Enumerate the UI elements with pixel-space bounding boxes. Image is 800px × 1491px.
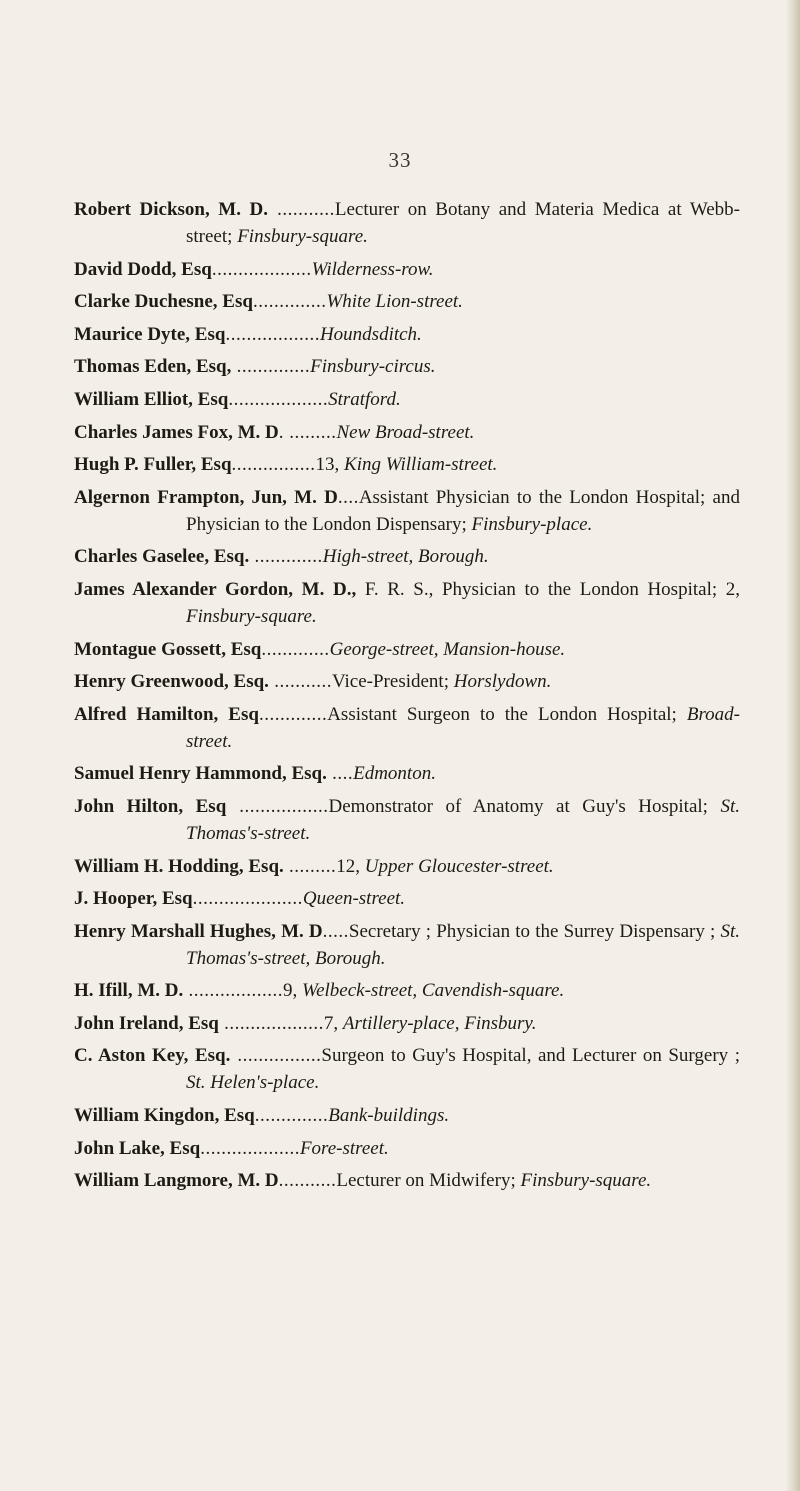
dot-leader: ................... <box>228 388 329 410</box>
member-address: Finsbury-square. <box>186 605 317 627</box>
list-item <box>74 668 740 695</box>
dot-leader: .................. <box>183 980 283 1002</box>
member-address: Finsbury-square. <box>232 226 368 247</box>
member-name: Clarke Duchesne, Esq <box>74 291 253 313</box>
member-name: C. Aston Key, Esq. <box>74 1045 231 1067</box>
member-name: Charles Gaselee, Esq. <box>74 546 250 568</box>
member-name: Robert Dickson, M. D. <box>74 199 269 220</box>
list-item <box>74 885 740 912</box>
member-address: St. Thomas's-street, Borough. <box>186 920 741 969</box>
member-name: Thomas Eden, Esq, <box>74 356 232 378</box>
member-name: David Dodd, Esq <box>74 258 212 280</box>
member-address: Welbeck-street, Cavendish-square. <box>302 980 565 1002</box>
list-item <box>74 288 740 315</box>
list-item <box>74 196 740 250</box>
member-name: James Alexander Gordon, M. D., <box>74 578 357 600</box>
dot-leader: ................... <box>211 258 312 280</box>
member-name: William H. Hodding, Esq. <box>74 855 284 877</box>
member-name: John Ireland, Esq <box>74 1012 219 1034</box>
member-name: Montague Gossett, Esq <box>74 638 262 660</box>
member-detail: Vice-President; <box>331 671 449 693</box>
member-detail: 12, <box>336 855 365 877</box>
dot-leader: .............. <box>254 1105 329 1127</box>
member-address: Finsbury-circus. <box>310 356 436 378</box>
page-number: 33 <box>388 148 412 172</box>
dot-leader: .................. <box>225 323 320 345</box>
dot-leader: ................... <box>200 1137 300 1159</box>
member-address: Edmonton. <box>353 763 436 785</box>
member-detail: 13, <box>315 454 345 476</box>
member-address: Queen-street. <box>302 888 406 910</box>
list-item <box>74 701 740 755</box>
member-address: Broad-street. <box>186 703 741 752</box>
member-address: St. Helen's-place. <box>186 1072 320 1094</box>
list-item <box>74 918 740 972</box>
member-address: Wilderness-row. <box>311 258 434 280</box>
member-address: Bank-buildings. <box>328 1105 450 1127</box>
list-item <box>74 576 740 630</box>
list-item <box>74 256 740 283</box>
member-name: J. Hooper, Esq <box>74 888 193 910</box>
list-item <box>74 419 740 446</box>
dot-leader: ................ <box>230 1045 322 1067</box>
list-item <box>74 636 740 663</box>
dot-leader: ........... <box>268 199 335 220</box>
member-detail: Demonstrator of Anatomy at Guy's Hospital; <box>328 795 708 817</box>
member-address: High-street, Borough. <box>322 546 489 568</box>
member-name: Charles James Fox, M. D <box>74 421 279 443</box>
dot-leader: ..................... <box>192 888 303 910</box>
subscriber-list <box>74 196 740 1200</box>
member-name: Samuel Henry Hammond, Esq. <box>74 763 327 785</box>
member-address: Finsbury-square. <box>515 1170 652 1192</box>
list-item <box>74 977 740 1004</box>
list-item <box>74 1010 740 1037</box>
list-item <box>74 386 740 413</box>
member-detail: Assistant Surgeon to the London Hospital; <box>327 703 677 725</box>
member-address: Fore-street. <box>299 1137 389 1159</box>
dot-leader: ................ <box>231 454 316 476</box>
member-detail: Lecturer on Botany and Materia Medica at Webb-street; <box>186 199 740 247</box>
member-detail: 9, <box>283 980 302 1002</box>
member-name: Hugh P. Fuller, Esq <box>74 454 232 476</box>
dot-leader: ......... <box>283 855 337 877</box>
member-detail: 7, <box>323 1012 343 1034</box>
dot-leader: ........... <box>268 671 332 693</box>
dot-leader: ............. <box>258 703 328 725</box>
dot-leader: ............. <box>261 638 330 660</box>
page-edge-shadow <box>786 0 800 1491</box>
list-item <box>74 543 740 570</box>
member-address: New Broad-street. <box>336 421 475 443</box>
member-name: John Hilton, Esq <box>74 795 227 817</box>
member-address: Upper Gloucester-street. <box>364 855 554 877</box>
member-name: John Lake, Esq <box>74 1137 201 1159</box>
list-item <box>74 451 740 478</box>
dot-leader: ............. <box>249 546 323 568</box>
list-item <box>74 793 740 847</box>
list-item <box>74 853 740 880</box>
member-address: Finsbury-place. <box>466 513 593 535</box>
member-address: King William-street. <box>344 454 498 476</box>
list-item <box>74 1167 740 1194</box>
dot-leader: ........... <box>278 1170 337 1192</box>
member-address: Houndsditch. <box>319 323 422 345</box>
member-detail: Secretary ; Physician to the Surrey Dispensary ; <box>348 920 716 942</box>
member-detail: F. R. S., Physician to the London Hospital; 2, <box>356 578 740 600</box>
member-detail: Surgeon to Guy's Hospital, and Lecturer on Surgery ; <box>321 1045 740 1067</box>
member-name: Henry Greenwood, Esq. <box>74 671 269 693</box>
member-detail: Lecturer on Midwifery; <box>336 1170 516 1192</box>
dot-leader: .............. <box>231 356 311 378</box>
list-item <box>74 353 740 380</box>
member-name: William Langmore, M. D <box>74 1170 279 1192</box>
list-item <box>74 321 740 348</box>
list-item <box>74 760 740 787</box>
list-item <box>74 1102 740 1129</box>
member-address: White Lion-street. <box>326 291 463 313</box>
member-name: H. Ifill, M. D. <box>74 980 184 1002</box>
dot-leader: ..... <box>322 920 349 942</box>
member-address: St. Thomas's-street. <box>186 795 740 844</box>
member-name: Alfred Hamilton, Esq <box>74 703 259 725</box>
dot-leader: ................. <box>226 795 329 817</box>
dot-leader: .... <box>337 486 359 508</box>
list-item <box>74 1135 740 1162</box>
member-address: Artillery-place, Finsbury. <box>342 1012 537 1034</box>
list-item <box>74 484 740 538</box>
list-item <box>74 1042 740 1096</box>
dot-leader: .............. <box>252 291 327 313</box>
member-name: Maurice Dyte, Esq <box>74 323 226 345</box>
member-name: William Elliot, Esq <box>74 388 229 410</box>
member-name: Algernon Frampton, Jun, M. D <box>74 486 338 508</box>
dot-leader: . ......... <box>278 421 337 443</box>
dot-leader: ................... <box>218 1012 324 1034</box>
dot-leader: .... <box>326 763 354 785</box>
member-name: Henry Marshall Hughes, M. D <box>74 920 323 942</box>
member-name: William Kingdon, Esq <box>74 1105 255 1127</box>
member-address: George-street, Mansion-house. <box>329 638 566 660</box>
member-detail: Assistant Physician to the London Hospital; and Physician to the London Dispensary; <box>186 486 740 535</box>
member-address: Horslydown. <box>448 671 552 693</box>
member-address: Stratford. <box>328 388 401 410</box>
